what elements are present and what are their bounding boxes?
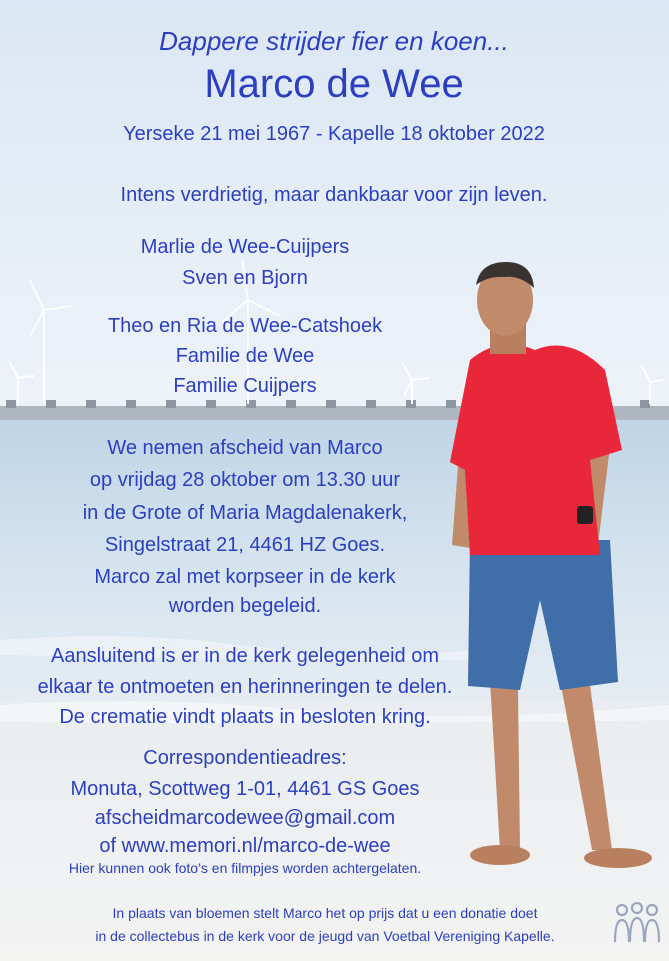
family-member: Marlie de Wee-Cuijpers: [140, 236, 350, 258]
headline: Dappere strijder fier en koen...: [159, 26, 509, 56]
service-line: Singelstraat 21, 4461 HZ Goes.: [104, 534, 386, 556]
correspondence-heading: Correspondentieadres:: [143, 747, 347, 769]
service-line: worden begeleid.: [168, 595, 322, 617]
family-member: Sven en Bjorn: [182, 267, 308, 289]
correspondence-note: Hier kunnen ook foto’s en filmpjes worden achtergelaten.: [68, 860, 422, 876]
life-dates: Yerseke 21 mei 1967 - Kapelle 18 oktober 2022: [123, 123, 545, 145]
intro-line: Intens verdrietig, maar dankbaar voor zijn leven.: [120, 184, 548, 206]
donation-line: In plaats van bloemen stelt Marco het op prijs dat u een donatie doet: [112, 905, 538, 921]
family-member: Familie de Wee: [175, 345, 315, 367]
email-link[interactable]: afscheidmarcodewee@gmail.com: [94, 807, 396, 829]
gathering-line: Aansluitend is er in de kerk gelegenheid om: [50, 645, 440, 667]
gathering-line: De crematie vindt plaats in besloten kring.: [59, 706, 431, 728]
donation-line: in de collectebus in de kerk voor de jeugd van Voetbal Vereniging Kapelle.: [95, 928, 555, 944]
service-line: op vrijdag 28 oktober om 13.30 uur: [89, 469, 401, 491]
website-link[interactable]: of www.memori.nl/marco-de-wee: [99, 835, 391, 857]
deceased-name: Marco de Wee: [204, 62, 464, 106]
family-member: Theo en Ria de Wee-Catshoek: [107, 315, 383, 337]
service-line: We nemen afscheid van Marco: [107, 437, 383, 459]
correspondence-address: Monuta, Scottweg 1-01, 4461 GS Goes: [70, 778, 420, 800]
service-line: in de Grote of Maria Magdalenakerk,: [82, 502, 408, 524]
people-group-icon: [612, 902, 662, 946]
gathering-line: elkaar te ontmoeten en herinneringen te delen.: [37, 676, 453, 698]
service-line: Marco zal met korpseer in de kerk: [94, 566, 396, 588]
family-member: Familie Cuijpers: [173, 375, 317, 397]
